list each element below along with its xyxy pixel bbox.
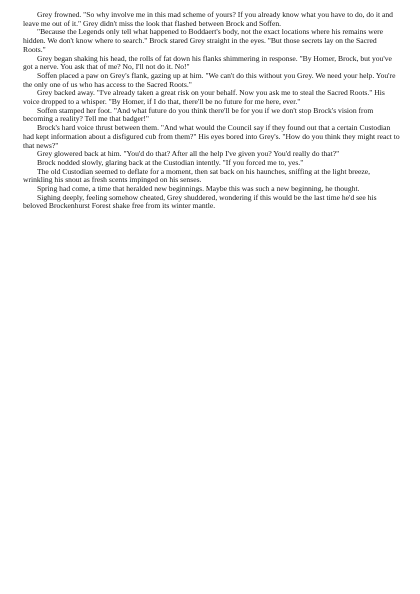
paragraph: Grey frowned. "So why involve me in this mad scheme of yours? If you already know what you have to do, do it and leave me out of it." Grey didn't miss the look that flashed between Brock and Soffen. xyxy=(23,10,393,28)
paragraph: "Because the Legends only tell what happened to Boddaert's body, not the exact locations where his remains were hidden. We don't know where to search." Brock stared Grey straight in the eyes. "But those secrets lay on the Sacred Roots." xyxy=(23,27,384,54)
paragraph: Grey backed away. "I've already taken a great risk on your behalf. Now you ask me to steal the Sacred Roots." His voice dropped to a whisper. "By Homer, if I do that, there'll be no future for me here, ever." xyxy=(23,88,385,107)
paragraph: Grey glowered back at him. "You'd do that? After all the help I've given you? You'd really do that?" xyxy=(37,149,340,159)
paragraph: Spring had come, a time that heralded new beginnings. Maybe this was such a new beginning, he thought. xyxy=(37,184,360,194)
paragraph: Soffen stamped her foot. "And what future do you think there'll be for you if we don't stop Brock's vision from becoming a reality? Tell me that badger!" xyxy=(23,105,374,124)
paragraph: Brock nodded slowly, glaring back at the Custodian intently. "If you forced me to, yes." xyxy=(37,157,304,167)
paragraph: Brock's hard voice thrust between them. "And what would the Council say if they found out that a certain Custodian had kept information about a disfigured cub from them?" His eyes bored into Grey's. "How do you think they might react to that news?" xyxy=(23,123,400,150)
paragraph: The old Custodian seemed to deflate for a moment, then sat back on his haunches, sniffing at the light breeze, wrinkling his snout as fresh scents impinged on his senses. xyxy=(23,166,371,185)
paragraph: Sighing deeply, feeling somehow cheated, Grey shuddered, wondering if this would be the last time he'd see his beloved Brockenhurst Forest shake free from its winter mantle. xyxy=(23,192,377,211)
paragraph: Soffen placed a paw on Grey's flank, gazing up at him. "We can't do this without you Grey. We need your help. You're the only one of us who has access to the Sacred Roots." xyxy=(23,70,396,89)
paragraph: Grey began shaking his head, the rolls of fat down his flanks shimmering in response. "By Homer, Brock, but you've got a nerve. You ask that of me? No, I'll not do it. No!" xyxy=(23,53,392,72)
document-page xyxy=(23,11,400,211)
